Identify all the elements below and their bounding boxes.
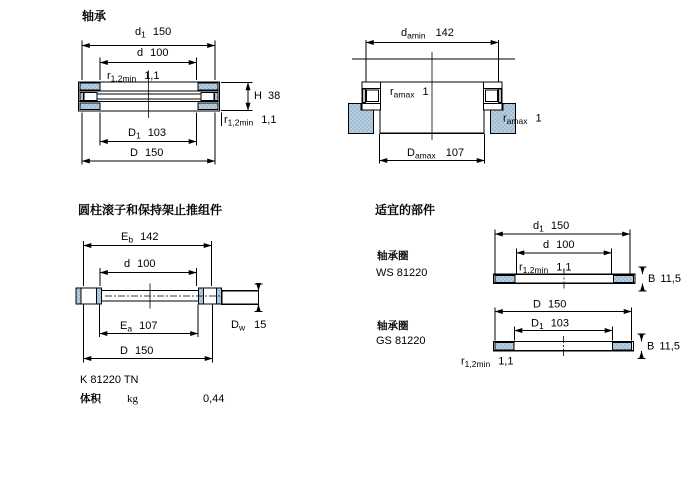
mass-unit: kg: [127, 393, 138, 405]
shaft-washer-section-left: [80, 83, 100, 90]
components-drawing: [375, 202, 681, 369]
washer2-label: 轴承圈: [377, 320, 409, 332]
washer1-label: 轴承圈: [377, 250, 409, 262]
dim-Dw-label: $D_w$ 15: [231, 319, 267, 333]
housing-washer-section-left: [80, 103, 100, 110]
assembly-drawing: [76, 202, 266, 405]
washer2-section-right: [613, 343, 632, 350]
mass-label: 体积: [80, 393, 101, 405]
cage-section-right: [215, 92, 219, 100]
assembly-roller-left: [81, 288, 97, 304]
dim-w2-D1-label: $D_1$ 103: [531, 317, 570, 331]
left-roller: [367, 90, 379, 102]
dim-H-label: H 38: [254, 90, 281, 102]
dim-damin-label: $d_{amin}$ 142: [401, 27, 454, 41]
dim-w1-B-label: B 11,5: [648, 273, 681, 285]
dim-Ea-label: $E_a$ 107: [120, 320, 158, 334]
right-cage-strip: [498, 89, 501, 102]
assembly-designation: K 81220 TN: [80, 374, 139, 386]
right-washer-top: [484, 82, 503, 88]
dim-w2-B-label: B 11,5: [647, 340, 680, 353]
dim-D-label: D 150: [130, 147, 164, 159]
roller-right: [201, 92, 214, 100]
mass-value: 0,44: [203, 393, 225, 405]
right-roller: [486, 90, 498, 102]
housing-washer-section-right: [198, 103, 218, 110]
dim-ramax-inner-label: $r_{amax}$ 1: [390, 86, 429, 100]
dim-r12-bottom-label: $r_{1,2min}$ 1,1: [224, 114, 277, 128]
dim-assembly-D-label: D 150: [120, 345, 154, 357]
dim-Damax-label: $D_{amax}$ 107: [407, 147, 465, 161]
dim-assembly-d-label: d 100: [124, 258, 156, 270]
dim-w2-r12-label: $r_{1,2min}$ 1,1: [461, 355, 514, 369]
left-cage-strip: [363, 89, 366, 102]
washer1-designation: WS 81220: [376, 267, 428, 279]
dim-r12-top-label: $r_{1,2min}$ 1,1: [107, 70, 160, 84]
dim-ramax-outer-label: $r_{amax}$ 1: [503, 112, 542, 126]
washer1-section-right: [614, 275, 634, 282]
dim-w1-d-label: d 100: [543, 239, 575, 251]
right-washer-bottom: [484, 103, 503, 110]
abutment-drawing: [348, 27, 541, 164]
dim-d-label: d 100: [137, 47, 169, 59]
bearing-section-title: 轴承: [82, 9, 107, 23]
bearing-cross-section: [79, 82, 220, 111]
assembly-section-title: 圆柱滚子和保持架止推组件: [78, 203, 223, 217]
shaft-washer-section-right: [198, 83, 218, 90]
components-section-title: 适宜的部件: [375, 203, 436, 217]
bearing-drawing: [79, 8, 281, 165]
left-washer-bottom: [362, 103, 381, 110]
roller-left: [84, 92, 97, 100]
washer2-section-left: [495, 343, 514, 350]
roller-side-view: [222, 291, 259, 304]
dim-w2-D-label: D 150: [533, 298, 567, 311]
dim-Eb-label: $E_b$ 142: [121, 231, 159, 245]
washer1-section-left: [495, 275, 515, 282]
cage-edge-left: [76, 288, 81, 304]
washer2-designation: GS 81220: [376, 335, 426, 347]
dim-D1-label: $D_1$ 103: [128, 127, 167, 141]
dim-w1-d1-label: $d_1$ 150: [533, 220, 570, 234]
cage-section-left: [80, 92, 84, 100]
cage-strip-left: [97, 288, 102, 304]
dim-d1-label: $d_1$ 150: [135, 26, 172, 40]
left-washer-top: [362, 82, 381, 88]
dim-w1-r12-label: $r_{1,2min}$ 1,1: [519, 261, 572, 275]
